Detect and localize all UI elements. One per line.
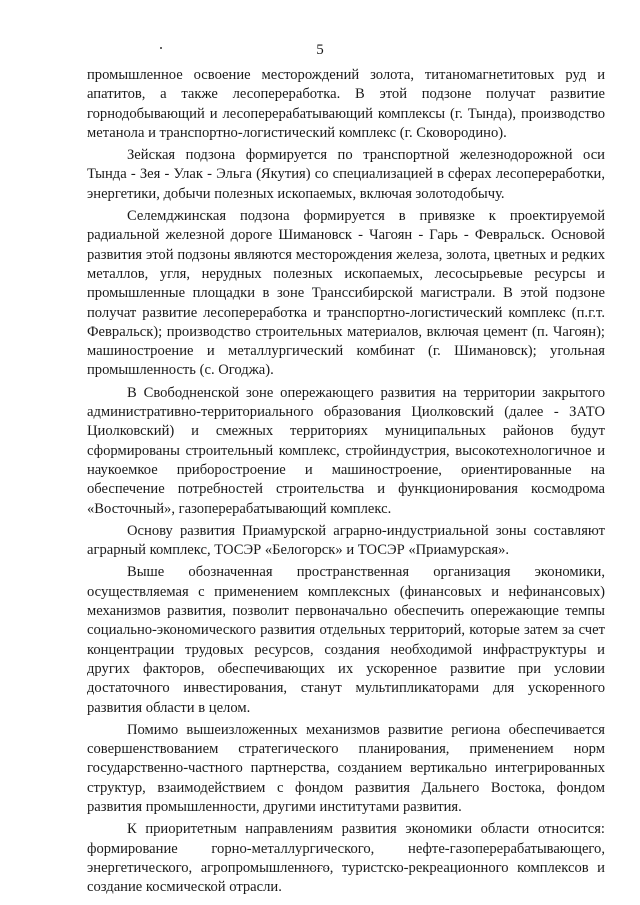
paragraph-5: Основу развития Приамурской аграрно-индустриальной зоны составляют аграрный комплекс, ТОСЭР «Белогорск» и ТОСЭР «Приамурская». (87, 522, 605, 559)
paragraph-7: Помимо вышеизложенных механизмов развитие региона обеспечивается совершенствованием стратегического планирования, применением норм государственно-частного партнерства, созданием вертикально интегрированных структур, взаимодействием с фондом развития Дальнего Востока, фондом развития промышленности, другими институтами развития. (87, 721, 605, 815)
scan-artifact-line (300, 868, 330, 870)
document-body (87, 66, 605, 897)
paragraph-6: Выше обозначенная пространственная организация экономики, осуществляемая с применением комплексных (финансовых и нефинансовых) механизмов развития, позволит первоначально обеспечить опережающие темпы социально-экономического развития отдельных территорий, которые затем за счет концентрации трудовых ресурсов, создания необходимой инфраструктуры и других факторов, обеспечивающих их ускоренное развитие при условии достаточного инвестирования, станут мультипликаторами для ускоренного развития области в целом. (87, 564, 605, 716)
paragraph-4: В Свободненской зоне опережающего развития на территории закрытого административно-территориального образования Циолковский (далее - ЗАТО Циолковский) и смежных территориях муниципальных районов будут сформированы строительный комплекс, стройиндустрия, высокотехнологичное и наукоемкое приборостроение и машиностроение, ориентированные на обеспечение потребностей строительства и функционирования космодрома «Восточный», газоперерабатывающий комплекс. (87, 384, 605, 517)
paragraph-1: промышленное освоение месторождений золота, титаномагнетитовых руд и апатитов, а также лесопереработка. В этой подзоне получат развитие горнодобывающий и лесоперерабатывающий комплексы (г. Тында), производство метанола и транспортно-логистический комплекс (г. Сковородино). (87, 67, 605, 141)
paragraph-3: Селемджинская подзона формируется в привязке к проектируемой радиальной железной дороге Шимановск - Чагоян - Гарь - Февральск. Основой развития этой подзоны являются месторождения железа, золота, цветных и редких металлов, угля, нерудных полезных ископаемых, лесосырьевые ресурсы и промышленные площадки в зоне Транссибирской магистрали. В этой подзоне получат развитие лесопереработка и транспортно-логистический комплекс (п.г.т. Февральск); производство строительных материалов, включая цемент (п. Чагоян); машиностроение и металлургический комбинат (г. Шимановск); угольная промышленность (с. Огоджа). (87, 208, 605, 379)
page-number: 5 (316, 42, 324, 58)
paragraph-8: К приоритетным направлениям развития экономики области относится: формирование горно-металлургического, нефте-газоперерабатывающего, энергетического, агропромышленного, туристско-рекреационного комплексов и создание космической отрасли. (87, 821, 605, 896)
paragraph-2: Зейская подзона формируется по транспортной железнодорожной оси Тында - Зея - Улак - Эльга (Якутия) со специализацией в сферах лесопереработки, энергетики, добычи полезных ископаемых, включая золотодобычу. (87, 147, 605, 202)
